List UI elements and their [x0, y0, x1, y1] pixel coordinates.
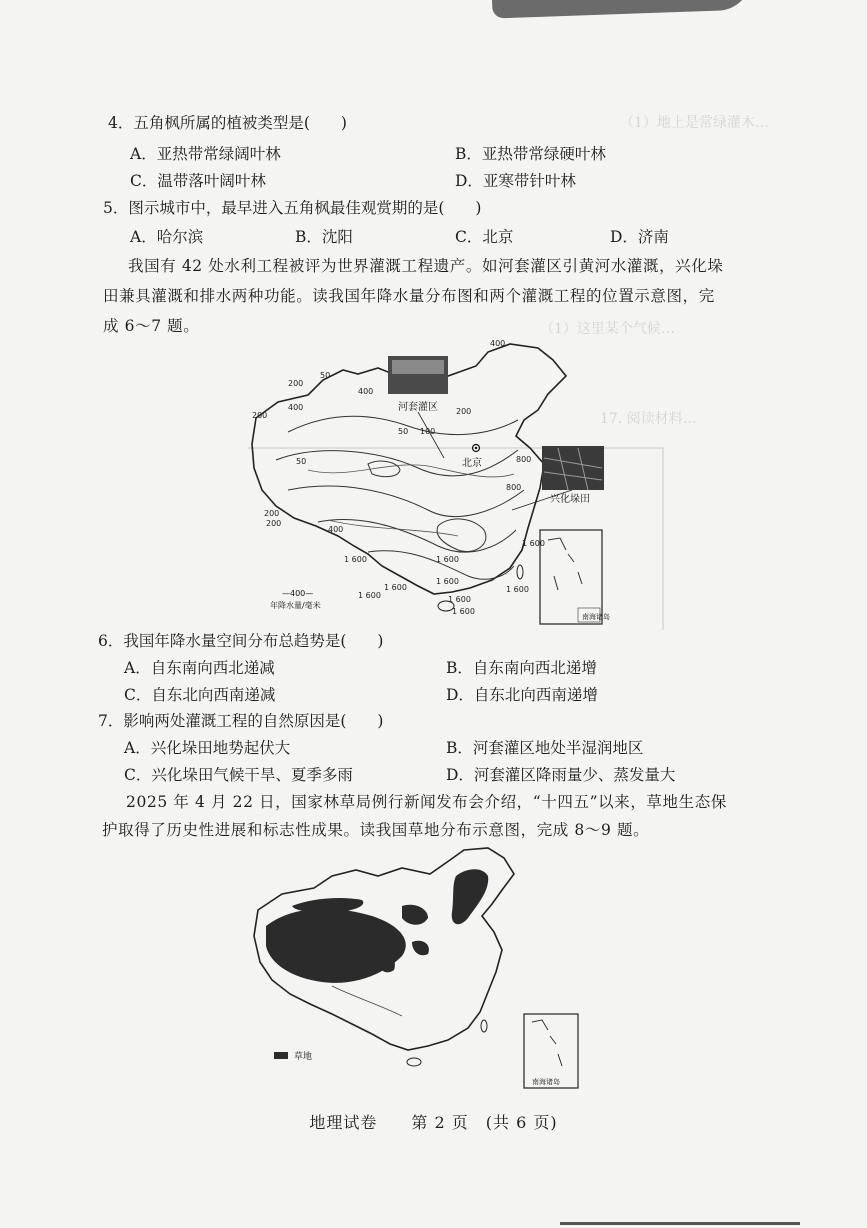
question-7-option-a: A．兴化垛田地势起伏大 — [124, 739, 291, 757]
isoline-label: 400 — [358, 387, 374, 396]
label-beijing: 北京 — [462, 458, 482, 469]
question-4-option-d: D．亚寒带针叶林 — [455, 172, 576, 190]
isoline-label: 800 — [506, 483, 522, 492]
isoline-label: 1 600 — [506, 585, 529, 594]
legend-text: 年降水量/毫米 — [270, 601, 321, 610]
isoline-label: 1 600 — [522, 539, 545, 548]
grassland-area — [292, 898, 363, 912]
legend-line: —400— — [282, 589, 314, 598]
xinghua-photo — [542, 446, 604, 490]
inset-label: 南海诸岛 — [532, 1078, 560, 1086]
bleed-through-text: （1）地上是常绿灌木… — [620, 115, 769, 131]
scan-corner-shadow — [491, 0, 752, 19]
question-5-option-d: D．济南 — [610, 228, 669, 246]
grassland-area — [402, 905, 428, 925]
isoline-label: 200 — [456, 407, 472, 416]
isoline-label: 200 — [264, 509, 280, 518]
intro-6-7-line1: 我国有 42 处水利工程被评为世界灌溉工程遗产。如河套灌区引黄河水灌溉，兴化垛 — [128, 257, 724, 275]
question-4-stem: 4．五角枫所属的植被类型是( ) — [108, 114, 347, 132]
bleed-through-text: 17. 阅读材料… — [600, 411, 697, 427]
question-6-stem: 6．我国年降水量空间分布总趋势是( ) — [98, 632, 384, 650]
question-7-option-c: C．兴化垛田气候干旱、夏季多雨 — [124, 766, 353, 784]
intro-6-7-line3: 成 6～7 题。 — [103, 317, 200, 335]
precipitation-map — [248, 340, 668, 630]
grassland-map — [252, 846, 582, 1091]
isoline-label: 200 — [266, 519, 282, 528]
question-4-option-c: C．温带落叶阔叶林 — [130, 172, 266, 190]
isoline-label: 1 600 — [344, 555, 367, 564]
inset-label: 南海诸岛 — [582, 613, 610, 621]
isoline-label: 50 — [320, 371, 331, 380]
question-7-option-b: B．河套灌区地处半湿润地区 — [446, 739, 644, 757]
bleed-through-text: （1）这里某个气候… — [540, 321, 675, 337]
question-6-option-c: C．自东北向西南递减 — [124, 686, 276, 704]
grassland-area — [412, 941, 429, 956]
legend-text: 草地 — [294, 1052, 313, 1062]
isoline-label: 400 — [490, 340, 506, 348]
isoline-label: 100 — [420, 427, 436, 436]
label-hetao: 河套灌区 — [398, 402, 438, 413]
question-5-stem: 5．图示城市中，最早进入五角枫最佳观赏期的是( ) — [103, 199, 482, 217]
intro-8-9-line2: 护取得了历史性进展和标志性成果。读我国草地分布示意图，完成 8～9 题。 — [102, 821, 650, 839]
question-5-option-b: B．沈阳 — [295, 228, 353, 246]
isoline-label: 1 600 — [436, 577, 459, 586]
isoline-label: 400 — [328, 525, 344, 534]
intro-8-9-line1: 2025 年 4 月 22 日，国家林草局例行新闻发布会介绍，“十四五”以来，草地生态保 — [126, 793, 727, 811]
south-china-sea-inset — [524, 1014, 578, 1088]
question-6-option-d: D．自东北向西南递增 — [446, 686, 598, 704]
question-6-option-b: B．自东南向西北递增 — [446, 659, 597, 677]
isoline-label: 50 — [296, 457, 307, 466]
legend-swatch — [274, 1052, 288, 1059]
label-xinghua: 兴化垛田 — [550, 494, 590, 505]
question-7-option-d: D．河套灌区降雨量少、蒸发量大 — [446, 766, 676, 784]
question-7-stem: 7．影响两处灌溉工程的自然原因是( ) — [98, 712, 384, 730]
question-4-option-b: B．亚热带常绿硬叶林 — [455, 145, 606, 163]
question-5-option-c: C．北京 — [455, 228, 514, 246]
isoline-label: 800 — [516, 455, 532, 464]
isoline-label: 50 — [398, 427, 409, 436]
isoline-label: 1 600 — [358, 591, 381, 600]
page-footer: 地理试卷 第 2 页 (共 6 页) — [309, 1113, 558, 1132]
intro-6-7-line2: 田兼具灌溉和排水两种功能。读我国年降水量分布图和两个灌溉工程的位置示意图，完 — [103, 287, 715, 305]
scan-edge — [560, 1222, 800, 1225]
isoline-label: 1 600 — [436, 555, 459, 564]
question-4-option-a: A．亚热带常绿阔叶林 — [130, 145, 281, 163]
isoline-label: 1 600 — [384, 583, 407, 592]
question-6-option-a: A．自东南向西北递减 — [124, 659, 275, 677]
isoline-label: 1 600 — [452, 607, 475, 616]
isoline-label: 400 — [288, 403, 304, 412]
isoline-label: 200 — [252, 411, 268, 420]
isoline-label: 200 — [288, 379, 304, 388]
question-5-option-a: A．哈尔滨 — [130, 228, 204, 246]
isoline-label: 1 600 — [448, 595, 471, 604]
